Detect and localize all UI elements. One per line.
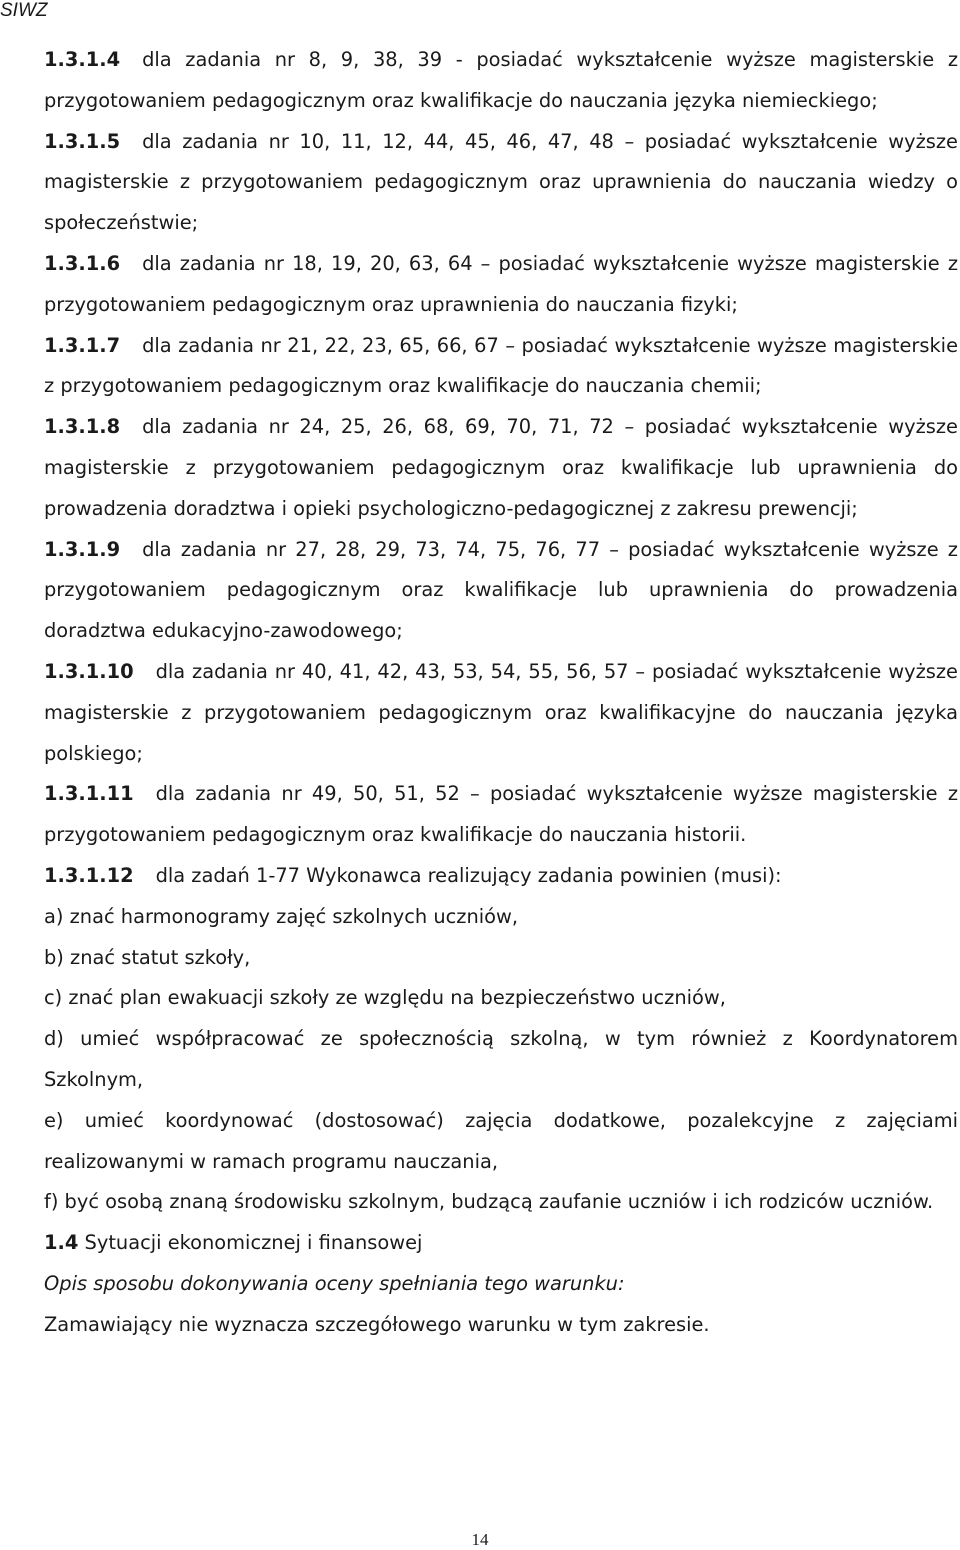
item-number: 1.3.1.10	[44, 659, 134, 683]
document-body	[44, 40, 958, 1346]
item-number: 1.3.1.6	[44, 251, 121, 275]
section-body: Zamawiający nie wyznacza szczegółowego warunku w tym zakresie.	[44, 1312, 710, 1336]
list-item	[44, 407, 958, 529]
section-title: Sytuacji ekonomicznej i finansowej	[84, 1231, 423, 1255]
list-item	[44, 40, 958, 122]
item-text: dla zadania nr 27, 28, 29, 73, 74, 75, 76, 77 – posiadać wykształcenie wyższe z przygotowaniem pedagogicznym oraz kwalifikacje lub uprawnienia do prowadzenia doradztwa edukacyjno-zawodowego;	[44, 537, 958, 643]
document-header: SIWZ	[0, 0, 48, 21]
sub-list-item: b) znać statut szkoły,	[44, 945, 251, 969]
section-number: 1.4	[44, 1231, 79, 1255]
sub-list-item: f) być osobą znaną środowisku szkolnym, budzącą zaufanie uczniów i ich rodziców uczniów.	[44, 1190, 934, 1214]
list-item	[44, 122, 958, 244]
item-text: dla zadania nr 49, 50, 51, 52 – posiadać wykształcenie wyższe magisterskie z przygotowaniem pedagogicznym oraz kwalifikacje do nauczania historii.	[44, 782, 958, 847]
item-text: dla zadania nr 8, 9, 38, 39 - posiadać wykształcenie wyższe magisterskie z przygotowaniem pedagogicznym oraz kwalifikacje do nauczania języka niemieckiego;	[44, 48, 958, 112]
list-item	[44, 326, 958, 408]
list-item	[44, 652, 958, 774]
item-text: dla zadania nr 21, 22, 23, 65, 66, 67 – posiadać wykształcenie wyższe magisterskie z przygotowaniem pedagogicznym oraz kwalifikacje do nauczania chemii;	[44, 333, 958, 398]
item-number: 1.3.1.7	[44, 333, 121, 357]
item-text: dla zadania nr 24, 25, 26, 68, 69, 70, 71, 72 – posiadać wykształcenie wyższe magisterskie z przygotowaniem pedagogicznym oraz kwalifikacje lub uprawnienia do prowadzenia doradztwa i opieki psychologiczno-pedagogicznej z zakresu prewencji;	[44, 415, 958, 520]
sub-list-item: d) umieć współpracować ze społecznością szkolną, w tym również z Koordynatorem Szkolnym,	[44, 1027, 958, 1091]
item-number: 1.3.1.9	[44, 537, 121, 561]
sub-list-item: a) znać harmonogramy zajęć szkolnych uczniów,	[44, 904, 519, 928]
sub-list-item: c) znać plan ewakuacji szkoły ze względu na bezpieczeństwo uczniów,	[44, 986, 726, 1010]
list-item	[44, 774, 958, 856]
list-item	[44, 856, 958, 897]
item-number: 1.3.1.11	[44, 782, 134, 806]
item-number: 1.3.1.5	[44, 129, 121, 153]
item-number: 1.3.1.8	[44, 415, 121, 439]
list-item	[44, 530, 958, 652]
list-item	[44, 244, 958, 326]
section-subtitle: Opis sposobu dokonywania oceny spełniania tego warunku:	[44, 1271, 625, 1295]
sub-list-item: e) umieć koordynować (dostosować) zajęcia dodatkowe, pozalekcyjne z zajęciami realizowanymi w ramach programu nauczania,	[44, 1108, 958, 1173]
item-text: dla zadania nr 10, 11, 12, 44, 45, 46, 47, 48 – posiadać wykształcenie wyższe magisterskie z przygotowaniem pedagogicznym oraz uprawnienia do nauczania wiedzy o społeczeństwie;	[44, 129, 958, 235]
item-number: 1.3.1.12	[44, 863, 134, 887]
item-text: dla zadań 1-77 Wykonawca realizujący zadania powinien (musi):	[155, 863, 782, 887]
item-number: 1.3.1.4	[44, 48, 121, 71]
item-text: dla zadania nr 40, 41, 42, 43, 53, 54, 55, 56, 57 – posiadać wykształcenie wyższe magisterskie z przygotowaniem pedagogicznym oraz kwalifikacyjne do nauczania języka polskiego;	[44, 659, 958, 765]
section-heading	[44, 1223, 958, 1264]
page-number: 14	[471, 1530, 489, 1549]
item-text: dla zadania nr 18, 19, 20, 63, 64 – posiadać wykształcenie wyższe magisterskie z przygotowaniem pedagogicznym oraz uprawnienia do nauczania fizyki;	[44, 251, 958, 316]
